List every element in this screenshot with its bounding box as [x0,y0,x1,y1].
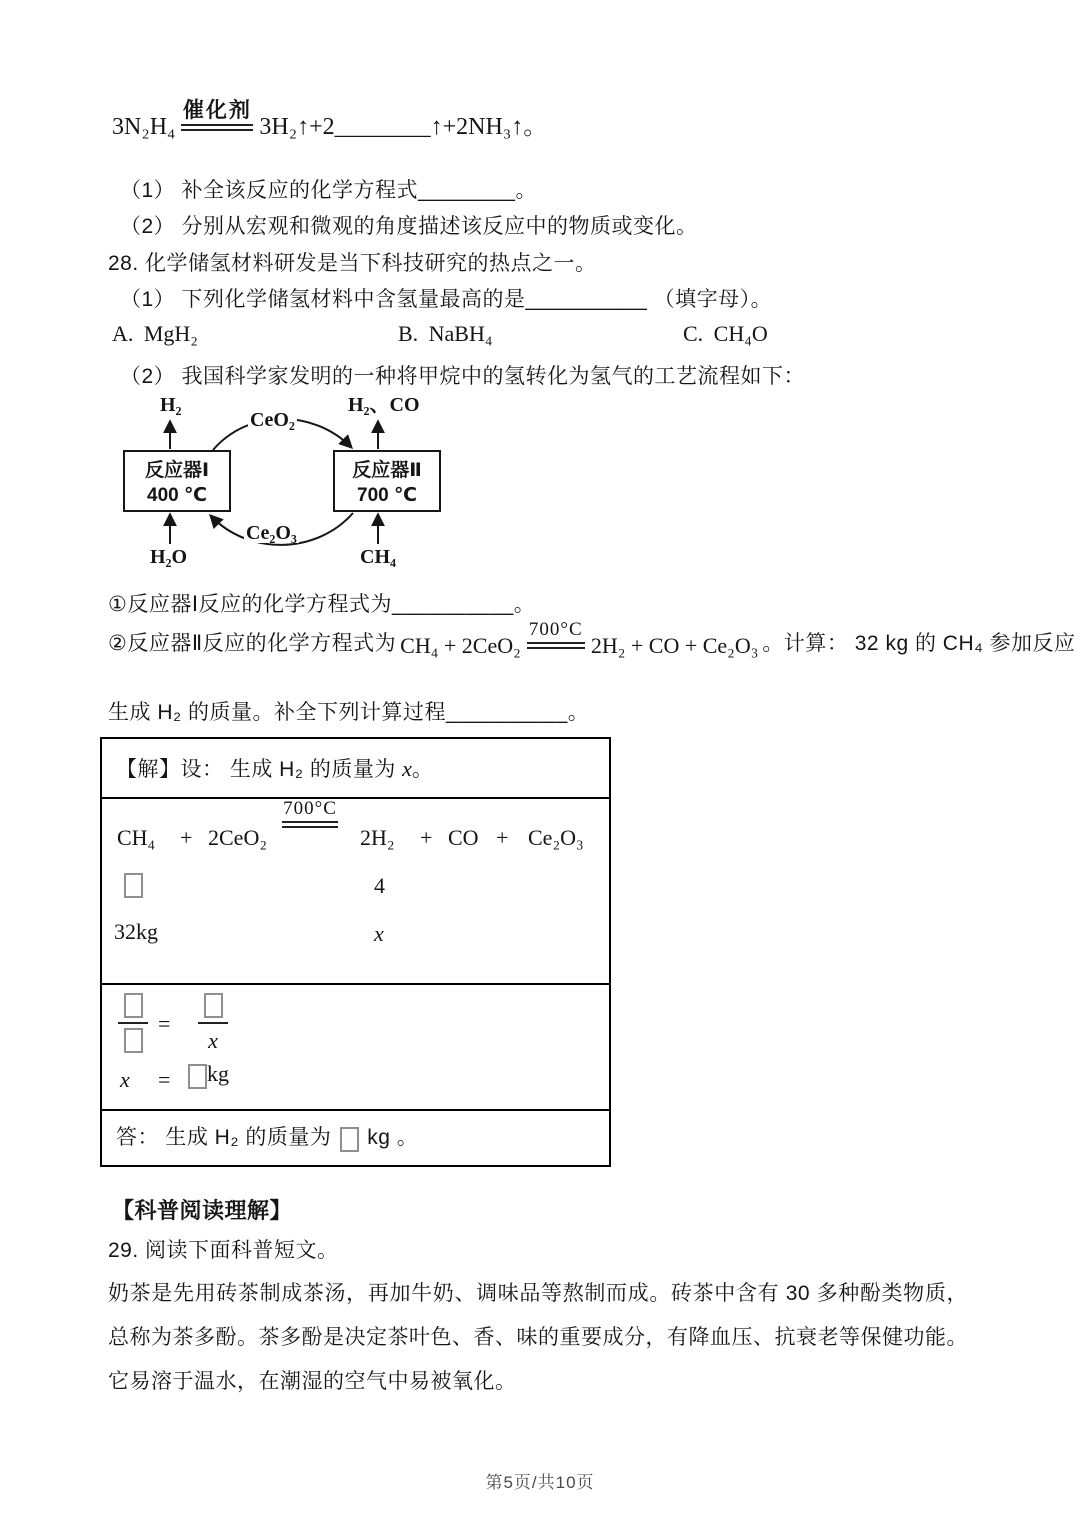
sub2-suffix: 。计算： 32 kg 的 CH₄ 参加反应 [762,631,1076,655]
sol-eq-plus2: + [420,825,433,850]
temperature-condition [527,620,585,657]
molar-mass-blank-box [124,873,143,898]
q27-part2: （2） 分别从宏观和微观的角度描述该反应中的物质或变化。 [120,215,698,238]
option-a [112,323,398,346]
top-chemical-equation [112,100,547,139]
setup-end: 。 [411,758,434,781]
section-heading: 【科普阅读理解】 [112,1198,293,1223]
option-c-label: C. [683,321,704,346]
sol-eq-ce2o3: Ce₂O₃ [528,825,584,850]
double-line [181,124,253,131]
fraction-right [198,993,228,1054]
q27-part1: （1） 补全该反应的化学方程式________。 [120,179,537,202]
reactor-2-temp: 700 ℃ [357,484,417,506]
double-line [527,642,585,649]
q28-options [112,323,962,346]
sub2-eq-lhs: CH₄ + 2CeO₂ [400,632,521,658]
proportion-equals: = [158,1011,171,1036]
process-flow-diagram [108,393,453,575]
option-a-formula: MgH₂ [143,321,198,346]
unknown-x: x [374,921,384,946]
diagram-label-ch4: CH₄ [360,546,396,568]
equation-lhs: 3N₂H₄ [112,114,176,141]
sol-condition [282,799,338,828]
page-footer: 第5页/共10页 [485,1473,595,1492]
reactor-1-name: 反应器Ⅰ [144,460,210,481]
double-line [282,821,338,828]
result-value [188,1063,229,1089]
result-unit: kg [207,1061,229,1086]
result-equals: = [158,1067,171,1092]
equation-rhs-1: 3H₂↑+2 [259,114,335,141]
option-b [398,323,683,346]
diagram-label-h2o: H₂O [150,546,188,568]
q28-sub1: ①反应器Ⅰ反应的化学方程式为__________。 [108,593,536,616]
q29-stem: 29. 阅读下面科普短文。 [108,1239,339,1262]
diagram-label-ce2o3: Ce₂O₃ [246,522,297,544]
result-x: x [120,1067,130,1092]
sol-eq-ch4: CH₄ [117,825,156,850]
diagram-label-h2: H₂ [160,394,182,416]
diagram-label-ceo2: CeO₂ [250,409,295,431]
reactor-1-temp: 400 ℃ [147,484,207,506]
fraction-bar [118,1022,148,1024]
sol-eq-2h2: 2H₂ [360,825,395,850]
q28-part2: （2） 我国科学家发明的一种将甲烷中的氢转化为氢气的工艺流程如下： [120,365,806,388]
condition-label: 700°C [528,619,583,640]
solution-setup [102,739,609,797]
option-b-label: B. [398,321,419,346]
sub2-eq-rhs: 2H₂ + CO + Ce₂O₃ [590,632,759,658]
solution-equation-section [102,797,609,983]
fraction-denominator-box [124,1028,143,1053]
fraction-numerator-box [124,993,143,1018]
fraction-numerator-box [204,993,223,1018]
q28-sub2-line2: 生成 H₂ 的质量。补全下列计算过程__________。 [108,701,590,724]
q28-part1: （1） 下列化学储氢材料中含氢量最高的是__________ （填字母）。 [120,288,773,311]
reactor-2-box [333,450,441,512]
answer-prefix: 答： 生成 H₂ 的质量为 [116,1126,332,1149]
equation-rhs-2: ↑+2NH₃↑。 [430,114,548,141]
reactor-1-box [123,450,231,512]
setup-x: x [402,756,412,781]
option-a-label: A. [112,321,134,346]
sol-eq-plus3: + [496,825,509,850]
fraction-left [118,993,148,1053]
answer-blank-box [340,1127,359,1152]
equation-blank: ________ [334,114,431,141]
fraction-x: x [208,1028,218,1053]
catalyst-condition [181,100,253,139]
option-c-formula: CH₄O [713,321,768,346]
given-mass: 32kg [114,919,158,944]
sol-eq-2ceo2: 2CeO₂ [208,825,267,850]
option-b-formula: NaBH₄ [428,321,493,346]
solution-proportion-section [102,983,609,1109]
setup-text: 【解】设： 生成 H₂ 的质量为 [116,758,403,781]
answer-suffix: kg 。 [367,1126,419,1149]
catalyst-label: 催化剂 [182,99,252,122]
sol-eq-co: CO [448,825,479,850]
q28-sub2-line1 [108,620,1076,657]
option-c [683,323,768,346]
molar-mass-known: 4 [374,873,385,898]
fraction-bar [198,1022,228,1024]
sol-eq-plus1: + [180,825,193,850]
reactor-2-name: 反应器Ⅱ [352,460,422,481]
result-blank-box [188,1064,207,1089]
diagram-label-h2-co: H₂、CO [348,394,420,416]
q28-stem: 28. 化学储氢材料研发是当下科技研究的热点之一。 [108,252,597,275]
solution-box [100,737,611,1167]
solution-answer [102,1109,609,1165]
q29-paragraph: 奶茶是先用砖茶制成茶汤，再加牛奶、调味品等熬制而成。砖茶中含有 30 多种酚类物质，总称为茶多酚。茶多酚是决定茶叶色、香、味的重要成分，有降血压、抗衰老等保健功能。它易溶于温水，在潮湿的空气中易被氧化。 [108,1282,968,1393]
sol-condition-label: 700°C [283,798,337,819]
sub2-prefix: ②反应器Ⅱ反应的化学方程式为 [108,631,397,655]
